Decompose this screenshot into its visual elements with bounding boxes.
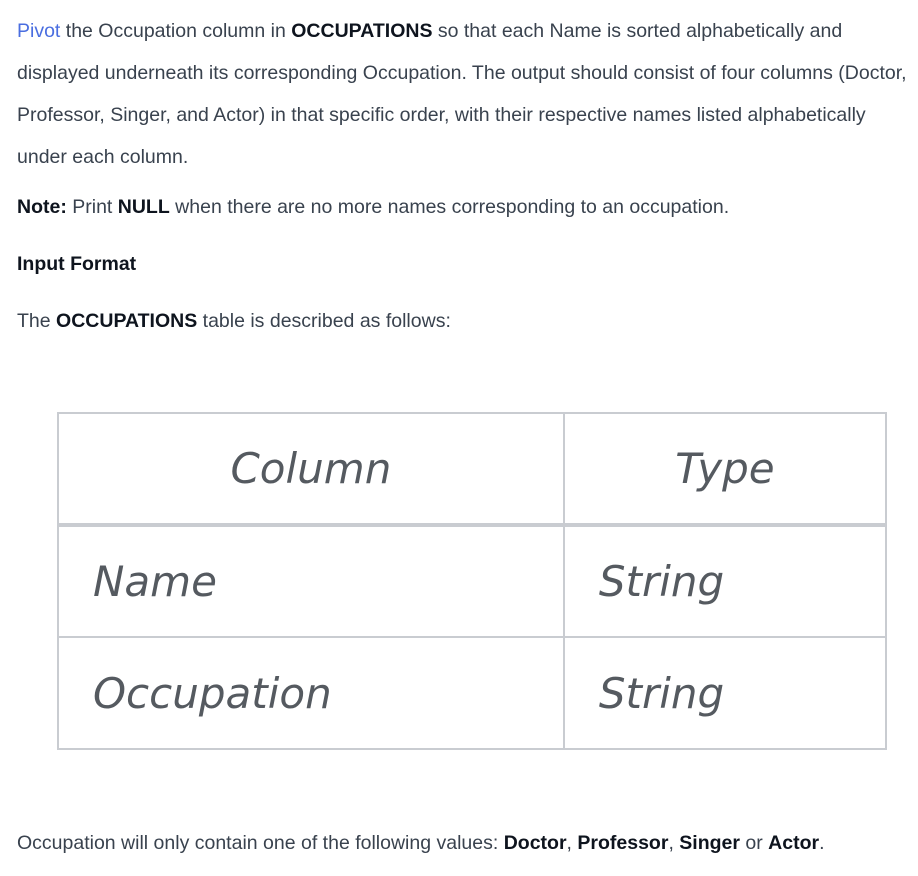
occ-text-1: Occupation will only contain one of the following values:	[17, 832, 504, 854]
note-text-1: Print	[66, 196, 118, 218]
occ-sep-3: or	[739, 832, 769, 854]
value-doctor: Doctor	[503, 832, 567, 854]
cell-column-name: Name	[58, 525, 564, 637]
table-row	[58, 525, 886, 637]
header-type: Type	[564, 413, 886, 525]
null-keyword: NULL	[117, 196, 170, 218]
value-singer: Singer	[679, 832, 740, 854]
value-actor: Actor	[768, 832, 820, 854]
intro-text-1: the Occupation column in	[60, 20, 292, 42]
table-row	[58, 637, 886, 749]
desc-text-1: The	[17, 310, 57, 332]
cell-column-name: Occupation	[58, 637, 564, 749]
input-format-heading: Input Format	[17, 253, 137, 275]
occupations-schema-table	[57, 412, 887, 750]
header-column: Column	[58, 413, 564, 525]
cell-type: String	[564, 637, 886, 749]
desc-table-name: OCCUPATIONS	[56, 310, 198, 332]
pivot-link[interactable]: Pivot	[17, 20, 61, 42]
note-text-2: when there are no more names corresponding to an occupation.	[169, 196, 730, 218]
note-label: Note:	[17, 196, 67, 218]
intro-paragraph	[17, 10, 910, 178]
desc-text-2: table is described as follows:	[197, 310, 451, 332]
occ-end: .	[819, 832, 825, 854]
table-description	[17, 307, 451, 335]
occ-sep-2: ,	[668, 832, 680, 854]
table-header-row	[58, 413, 886, 525]
cell-type: String	[564, 525, 886, 637]
occupations-table-name: OCCUPATIONS	[291, 20, 433, 42]
note-paragraph	[17, 193, 729, 221]
value-professor: Professor	[577, 832, 669, 854]
occ-sep-1: ,	[566, 832, 578, 854]
intro-text-2: so that each Name is sorted alphabetically and displayed underneath its corresponding Occupation. The output should consist of four columns (Doctor, Professor, Singer, and Actor) in that specific order, with their respective names listed alphabetically under each column.	[17, 20, 907, 168]
occupation-values-paragraph	[17, 829, 825, 857]
